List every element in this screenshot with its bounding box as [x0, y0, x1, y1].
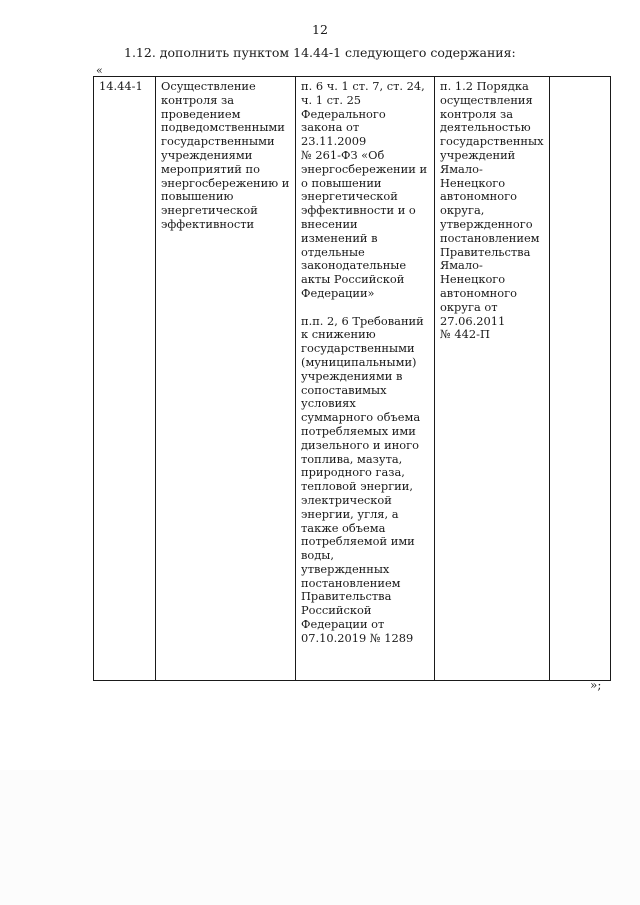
- closing-quote-mark: »;: [590, 678, 602, 692]
- page-bottom-margin: [0, 770, 640, 905]
- amendment-table: [93, 76, 611, 681]
- item-code-cell: 14.44-1: [94, 77, 156, 681]
- empty-cell: [550, 77, 611, 681]
- item-name-cell: Осуществление контроля за проведением подведомственными государственными учреждениями мероприятий по энергосбережению и повышению энергетической эффективности: [156, 77, 296, 681]
- table-row: [94, 77, 611, 681]
- regional-regulation-cell: п. 1.2 Порядка осуществления контроля за деятельностью государственных учреждений Ямало- Ненецкого автономного округа, утвержденного постановлением Правительства Ямало- Ненецкого автономного округа от 27.06.2011 № 442-П: [435, 77, 550, 681]
- page-number: 12: [312, 22, 328, 37]
- opening-quote-mark: «: [96, 64, 103, 77]
- amendment-intro: 1.12. дополнить пунктом 14.44-1 следующего содержания:: [124, 45, 516, 60]
- legal-basis-cell: п. 6 ч. 1 ст. 7, ст. 24, ч. 1 ст. 25 Федерального закона от 23.11.2009 № 261-ФЗ «Об энергосбережении и о повышении энергетической эффективности и о внесении изменений в отдельные законодательные акты Российской Федерации» п.п. 2, 6 Требований к снижению государственными (муниципальными) учреждениями в сопоставимых условиях суммарного объема потребляемых ими дизельного и иного топлива, мазута, природного газа, тепловой энергии, электрической энергии, угля, а также объема потребляемой ими воды, утвержденных постановлением Правительства Российской Федерации от 07.10.2019 № 1289: [296, 77, 435, 681]
